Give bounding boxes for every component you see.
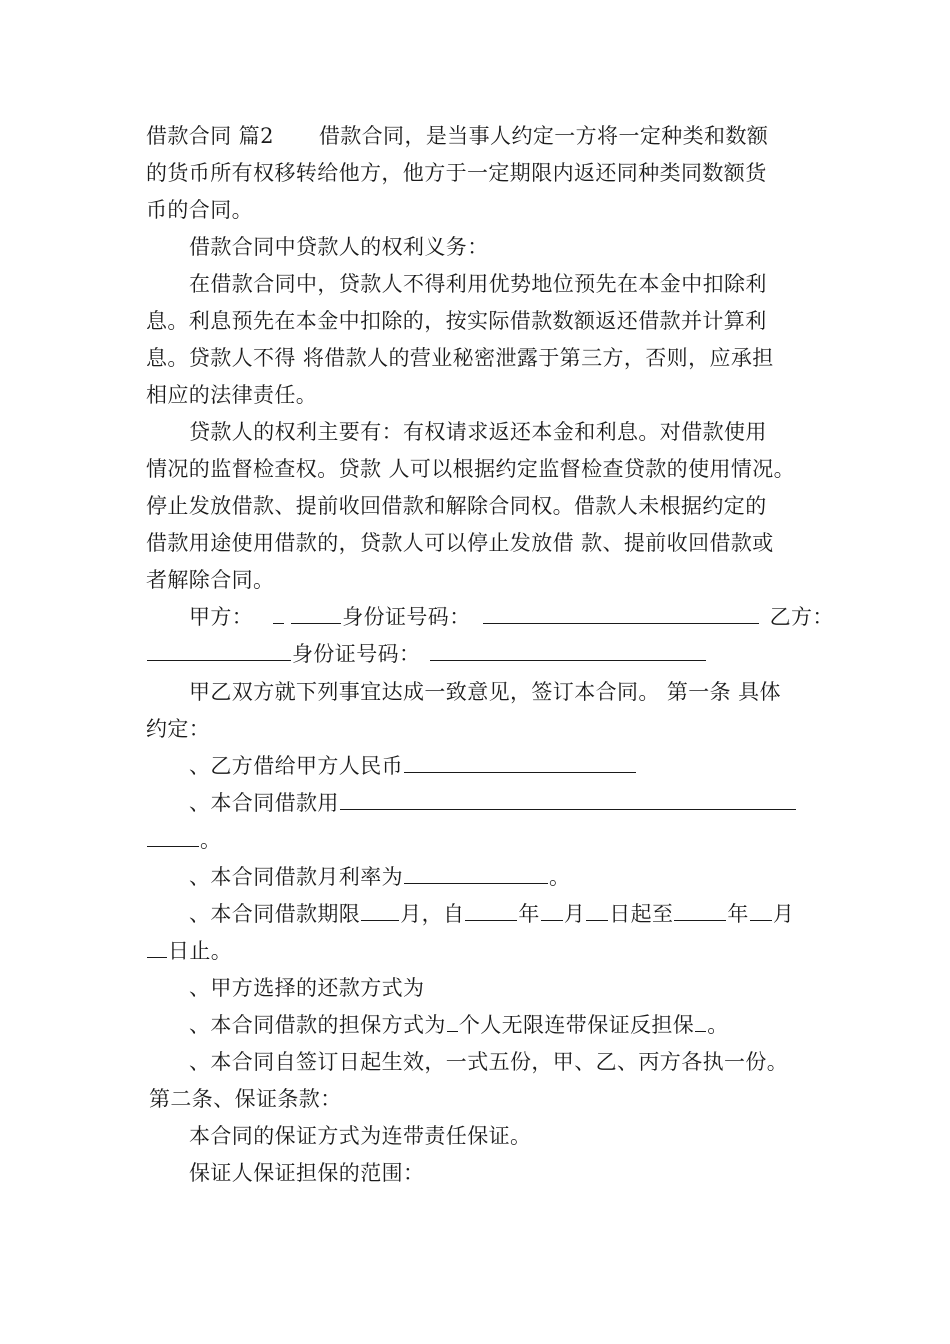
line-16: 甲乙双方就下列事宜达成一致意见，签订本合同。 第一条 具体 [189, 680, 781, 704]
paragraph-text: 借款合同，是当事人约定一方将一定种类和数额 [318, 124, 769, 148]
line-2: 的货币所有权移转给他方，他方于一定期限内返还同种类同数额货 [146, 161, 767, 185]
guarantee-label: 、本合同借款的担保方式为 [189, 1013, 446, 1037]
party-a-blank-1 [273, 604, 284, 624]
line-7: 息。贷款人不得 将借款人的营业秘密泄露于第三方，否则，应承担 [146, 346, 774, 370]
line-11: 停止发放借款、提前收回借款和解除合同权。借款人未根据约定的 [146, 494, 767, 518]
term-label: 、本合同借款期限 [189, 902, 361, 926]
line-15 [146, 639, 707, 669]
to-text: 日起至 [609, 902, 674, 926]
loan-amount-blank [404, 753, 636, 773]
line-4: 借款合同中贷款人的权利义务： [189, 235, 489, 259]
start-year-blank [465, 901, 517, 921]
line-18 [189, 751, 637, 781]
loan-purpose-label: 、本合同借款用 [189, 791, 339, 815]
start-day-blank [586, 901, 608, 921]
line-20 [146, 825, 221, 855]
loan-purpose-blank-cont [147, 827, 199, 847]
line-14 [189, 602, 834, 632]
line-6: 息。利息预先在本金中扣除的，按实际借款数额返还借款并计算利 [146, 309, 767, 333]
end-month-blank [750, 901, 772, 921]
line-9: 贷款人的权利主要有：有权请求返还本金和利息。对借款使用 [189, 420, 767, 444]
line-23 [146, 936, 232, 966]
line-3: 币的合同。 [146, 198, 253, 222]
month-text: 月 [772, 902, 795, 926]
year-text: 年 [518, 902, 540, 926]
period: 。 [549, 865, 571, 889]
month-text: 月 [563, 902, 586, 926]
line-12: 借款用途使用借款的，贷款人可以停止发放借 款、提前收回借款或 [146, 531, 774, 555]
line-29: 保证人保证担保的范围： [189, 1161, 425, 1185]
interest-blank [404, 864, 548, 884]
line-21 [189, 862, 570, 892]
start-month-blank [541, 901, 563, 921]
id-label-a: 身份证号码： [342, 605, 471, 629]
line-28: 本合同的保证方式为连带责任保证。 [189, 1124, 532, 1148]
line-13: 者解除合同。 [146, 568, 275, 592]
guarantee-blank-right [695, 1012, 706, 1032]
line-10: 情况的监督检查权。贷款 人可以根据约定监督检查贷款的使用情况。 [146, 457, 796, 481]
line-1 [146, 121, 768, 151]
line-25 [189, 1010, 729, 1040]
line-5: 在借款合同中，贷款人不得利用优势地位预先在本金中扣除利 [189, 272, 767, 296]
id-blank-b [430, 641, 706, 661]
end-text: 日止。 [168, 939, 233, 963]
line-8: 相应的法律责任。 [146, 383, 318, 407]
term-text: 月，自 [400, 902, 465, 926]
section-heading: 借款合同 篇2 [146, 124, 274, 148]
period: 。 [200, 828, 222, 852]
term-blank [361, 901, 399, 921]
line-17: 约定： [146, 717, 211, 741]
party-a-blank-2 [291, 604, 341, 624]
party-b-blank [147, 641, 291, 661]
loan-purpose-blank [340, 790, 796, 810]
end-year-blank [674, 901, 726, 921]
line-26: 、本合同自签订日起生效，一式五份，甲、乙、丙方各执一份。 [189, 1050, 789, 1074]
id-label-b: 身份证号码： [292, 642, 421, 666]
period: 。 [707, 1013, 729, 1037]
end-day-blank [147, 938, 167, 958]
line-24: 、甲方选择的还款方式为 [189, 976, 425, 1000]
line-22 [189, 899, 794, 929]
loan-amount-label: 、乙方借给甲方人民币 [189, 754, 403, 778]
line-27: 第二条、保证条款： [149, 1087, 342, 1111]
interest-label: 、本合同借款月利率为 [189, 865, 403, 889]
guarantee-blank-left [447, 1012, 458, 1032]
year-text: 年 [727, 902, 749, 926]
guarantee-value: 个人无限连带保证反担保 [458, 1013, 695, 1037]
party-b-label: 乙方： [769, 605, 834, 629]
party-a-label: 甲方： [189, 605, 254, 629]
line-19 [189, 788, 797, 818]
id-blank-a [483, 604, 759, 624]
